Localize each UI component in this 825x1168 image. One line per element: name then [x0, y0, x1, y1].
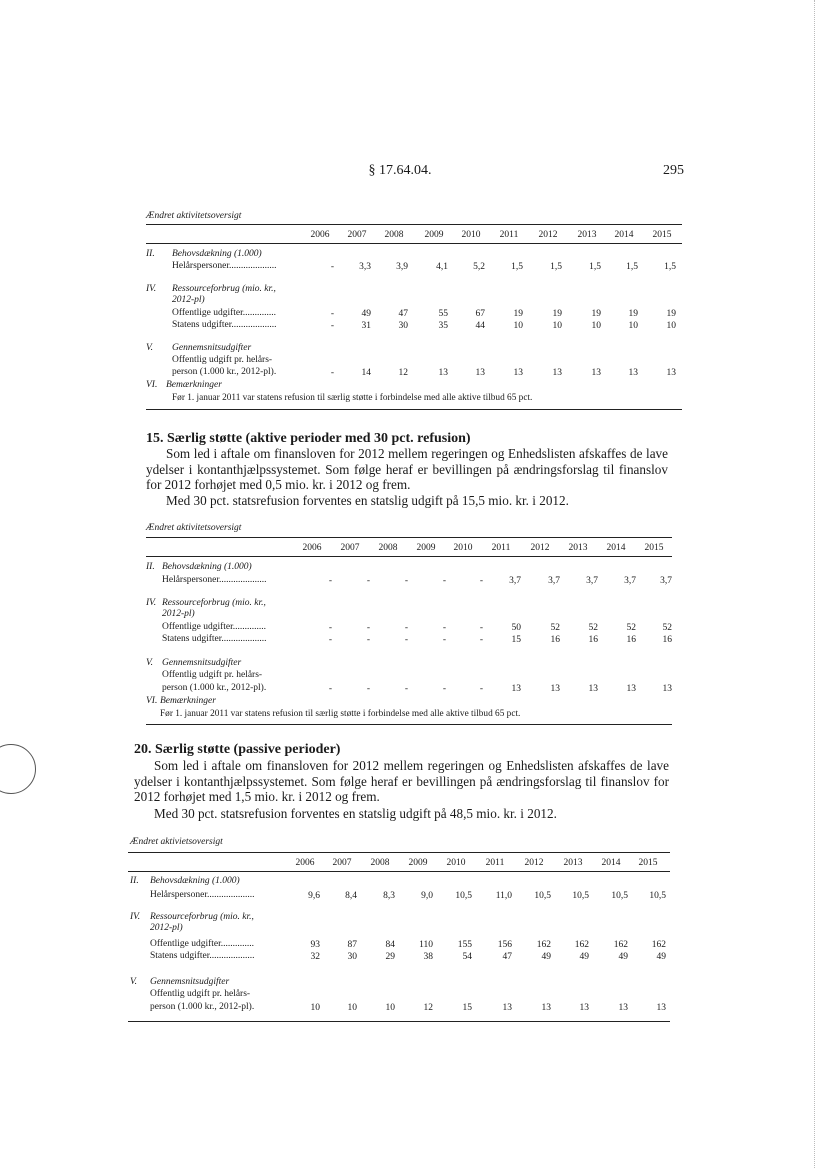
- group-number: VI.: [146, 380, 158, 390]
- value-cell: 9,0: [421, 891, 433, 901]
- value-cell: 162: [651, 940, 666, 950]
- value-cell: 3,7: [586, 576, 598, 586]
- group-title: Bemærkninger: [166, 380, 222, 390]
- punch-hole-mark: [0, 744, 36, 794]
- value-cell: 16: [588, 635, 598, 645]
- value-cell: 5,2: [473, 262, 485, 272]
- row-label: Offentlig udgift pr. helårs-: [162, 670, 263, 680]
- year-header: 2014: [601, 858, 621, 868]
- year-header-row: [0, 542, 825, 554]
- value-cell: 13: [591, 368, 601, 378]
- value-cell: 35: [438, 321, 448, 331]
- table-row: [0, 951, 825, 963]
- year-header: 2015: [652, 230, 672, 240]
- value-cell: -: [328, 684, 332, 694]
- year-header: 2010: [461, 230, 481, 240]
- header-rule: [146, 243, 682, 244]
- value-cell: 156: [497, 940, 512, 950]
- table-bottom-rule: [146, 724, 672, 725]
- table-row: [0, 308, 825, 320]
- row-label: person (1.000 kr., 2012-pl).: [162, 683, 267, 693]
- value-cell: -: [366, 576, 370, 586]
- table-top-rule: [128, 852, 670, 853]
- group-title: Behovsdækning (1.000): [172, 249, 262, 259]
- table-row: [0, 634, 825, 646]
- year-header: 2014: [614, 230, 634, 240]
- group-number: V.: [130, 977, 137, 987]
- table-caption: Ændret aktivietsoversigt: [130, 837, 223, 847]
- value-cell: 10: [666, 321, 676, 331]
- year-header: 2011: [499, 230, 519, 240]
- year-header-row: [0, 229, 825, 241]
- value-cell: 162: [613, 940, 628, 950]
- value-cell: 3,9: [396, 262, 408, 272]
- table-top-rule: [146, 224, 682, 225]
- value-cell: 12: [398, 368, 408, 378]
- value-cell: 3,7: [660, 576, 672, 586]
- row-label: Offentlige udgifter..............: [172, 308, 277, 318]
- group-number: V.: [146, 658, 153, 668]
- value-cell: 13: [588, 684, 598, 694]
- year-header: 2009: [424, 230, 444, 240]
- value-cell: 49: [618, 952, 628, 962]
- body-paragraph: [146, 446, 668, 493]
- group-number: VI.: [146, 696, 158, 706]
- value-cell: 15: [511, 635, 521, 645]
- group-subtitle: 2012-pl): [150, 923, 183, 933]
- table-row: [0, 890, 825, 902]
- value-cell: -: [366, 623, 370, 633]
- value-cell: 84: [385, 940, 395, 950]
- group-title: Gennemsnitsudgifter: [172, 343, 252, 353]
- group-subtitle: 2012-pl): [162, 609, 195, 619]
- value-cell: 10: [552, 321, 562, 331]
- value-cell: 10,5: [611, 891, 628, 901]
- year-header: 2006: [295, 858, 315, 868]
- value-cell: 13: [550, 684, 560, 694]
- value-cell: 38: [423, 952, 433, 962]
- value-cell: 10,5: [455, 891, 472, 901]
- value-cell: -: [328, 576, 332, 586]
- table-row: [0, 320, 825, 332]
- year-header: 2007: [340, 543, 360, 553]
- value-cell: 13: [666, 368, 676, 378]
- row-label: Helårspersoner....................: [150, 890, 255, 900]
- value-cell: 162: [574, 940, 589, 950]
- value-cell: 47: [398, 309, 408, 319]
- value-cell: -: [404, 576, 408, 586]
- value-cell: 15: [462, 1003, 472, 1013]
- value-cell: 13: [438, 368, 448, 378]
- value-cell: 67: [475, 309, 485, 319]
- value-cell: -: [442, 623, 446, 633]
- value-cell: -: [404, 623, 408, 633]
- value-cell: -: [328, 623, 332, 633]
- row-label: Helårspersoner....................: [162, 575, 267, 585]
- value-cell: 49: [541, 952, 551, 962]
- value-cell: -: [404, 684, 408, 694]
- group-title: Bemærkninger: [160, 696, 216, 706]
- value-cell: 13: [502, 1003, 512, 1013]
- value-cell: -: [479, 576, 483, 586]
- group-title: Behovsdækning (1.000): [162, 562, 252, 572]
- year-header: 2010: [446, 858, 466, 868]
- value-cell: 19: [628, 309, 638, 319]
- value-cell: -: [366, 684, 370, 694]
- year-header-row: [0, 857, 825, 869]
- group-number: IV.: [130, 912, 141, 922]
- year-header: 2013: [577, 230, 597, 240]
- value-cell: 30: [398, 321, 408, 331]
- year-header: 2013: [563, 858, 583, 868]
- table-remark: Før 1. januar 2011 var statens refusion til særlig støtte i forbindelse med alle aktive tilbud 65 pct.: [172, 393, 533, 403]
- group-number: IV.: [146, 598, 157, 608]
- row-label: Offentlige udgifter..............: [162, 622, 267, 632]
- year-header: 2011: [491, 543, 511, 553]
- year-header: 2006: [302, 543, 322, 553]
- paragraph-text: Med 30 pct. statsrefusion forventes en statslig udgift på 48,5 mio. kr. i 2012.: [154, 806, 557, 821]
- value-cell: 1,5: [589, 262, 601, 272]
- value-cell: 52: [662, 623, 672, 633]
- year-header: 2008: [384, 230, 404, 240]
- value-cell: -: [328, 635, 332, 645]
- value-cell: 10,5: [572, 891, 589, 901]
- value-cell: -: [479, 623, 483, 633]
- value-cell: 49: [361, 309, 371, 319]
- value-cell: 52: [626, 623, 636, 633]
- table-caption: Ændret aktivitetsoversigt: [146, 211, 242, 221]
- value-cell: -: [330, 309, 334, 319]
- row-label: Statens udgifter...................: [150, 951, 255, 961]
- value-cell: 31: [361, 321, 371, 331]
- year-header: 2013: [568, 543, 588, 553]
- body-paragraph: [134, 806, 669, 822]
- paragraph-text: Med 30 pct. statsrefusion forventes en statslig udgift på 15,5 mio. kr. i 2012.: [166, 493, 569, 508]
- value-cell: 13: [618, 1003, 628, 1013]
- value-cell: 16: [662, 635, 672, 645]
- section-heading: 15. Særlig støtte (aktive perioder med 30 pct. refusion): [146, 431, 471, 446]
- value-cell: 19: [513, 309, 523, 319]
- value-cell: 10: [347, 1003, 357, 1013]
- value-cell: 13: [475, 368, 485, 378]
- row-label: Statens udgifter...................: [162, 634, 267, 644]
- year-header: 2012: [524, 858, 544, 868]
- section-header: § 17.64.04.: [368, 163, 432, 178]
- value-cell: 19: [591, 309, 601, 319]
- value-cell: 13: [656, 1003, 666, 1013]
- value-cell: 13: [552, 368, 562, 378]
- value-cell: 44: [475, 321, 485, 331]
- value-cell: 10: [628, 321, 638, 331]
- value-cell: 13: [626, 684, 636, 694]
- value-cell: 47: [502, 952, 512, 962]
- value-cell: 50: [511, 623, 521, 633]
- value-cell: 155: [457, 940, 472, 950]
- group-title: Gennemsnitsudgifter: [150, 977, 230, 987]
- value-cell: -: [330, 262, 334, 272]
- value-cell: 10,5: [649, 891, 666, 901]
- table-row: [0, 939, 825, 951]
- value-cell: 110: [419, 940, 433, 950]
- value-cell: 93: [310, 940, 320, 950]
- table-row: [0, 367, 825, 379]
- value-cell: 16: [550, 635, 560, 645]
- value-cell: 4,1: [436, 262, 448, 272]
- row-label: Helårspersoner....................: [172, 261, 277, 271]
- value-cell: 3,7: [624, 576, 636, 586]
- value-cell: 3,7: [509, 576, 521, 586]
- value-cell: 32: [310, 952, 320, 962]
- group-number: II.: [130, 876, 139, 886]
- row-label: Statens udgifter...................: [172, 320, 277, 330]
- value-cell: 13: [541, 1003, 551, 1013]
- value-cell: 13: [628, 368, 638, 378]
- year-header: 2012: [530, 543, 550, 553]
- value-cell: 1,5: [626, 262, 638, 272]
- group-number: II.: [146, 249, 155, 259]
- table-row: [0, 261, 825, 273]
- value-cell: 3,7: [548, 576, 560, 586]
- value-cell: 9,6: [308, 891, 320, 901]
- group-number: V.: [146, 343, 153, 353]
- section-heading: 20. Særlig støtte (passive perioder): [134, 742, 341, 757]
- value-cell: 1,5: [664, 262, 676, 272]
- year-header: 2011: [485, 858, 505, 868]
- year-header: 2006: [310, 230, 330, 240]
- value-cell: -: [479, 684, 483, 694]
- table-row: [0, 683, 825, 695]
- value-cell: 162: [536, 940, 551, 950]
- value-cell: -: [330, 368, 334, 378]
- body-paragraph: [134, 758, 669, 805]
- table-top-rule: [146, 537, 672, 538]
- table-caption: Ændret aktivitetsoversigt: [146, 523, 242, 533]
- value-cell: 10: [513, 321, 523, 331]
- group-number: IV.: [146, 284, 157, 294]
- value-cell: 19: [552, 309, 562, 319]
- paragraph-text: Som led i aftale om finansloven for 2012 mellem regeringen og Enhedslisten afskaffes de lave ydelser i kontanthjælpssystemet. Som følge heraf er bevillingen på ændringsforslag til finanslov for 2012 forhøjet med 1,5 mio. kr. i 2012 og frem.: [134, 758, 669, 805]
- year-header: 2008: [378, 543, 398, 553]
- value-cell: 10: [591, 321, 601, 331]
- group-title: Gennemsnitsudgifter: [162, 658, 242, 668]
- value-cell: -: [404, 635, 408, 645]
- row-label: person (1.000 kr., 2012-pl).: [150, 1002, 255, 1012]
- value-cell: 54: [462, 952, 472, 962]
- table-row: [0, 622, 825, 634]
- table-row: [0, 1002, 825, 1014]
- value-cell: 49: [579, 952, 589, 962]
- value-cell: 13: [662, 684, 672, 694]
- body-paragraph: [146, 493, 668, 509]
- row-label: person (1.000 kr., 2012-pl).: [172, 367, 277, 377]
- group-title: Behovsdækning (1.000): [150, 876, 240, 886]
- value-cell: 12: [423, 1003, 433, 1013]
- value-cell: 10,5: [534, 891, 551, 901]
- value-cell: -: [330, 321, 334, 331]
- row-label: Offentlig udgift pr. helårs-: [172, 355, 273, 365]
- value-cell: -: [442, 684, 446, 694]
- value-cell: 13: [513, 368, 523, 378]
- value-cell: -: [442, 635, 446, 645]
- value-cell: -: [479, 635, 483, 645]
- value-cell: 11,0: [495, 891, 512, 901]
- value-cell: 52: [588, 623, 598, 633]
- year-header: 2008: [370, 858, 390, 868]
- group-title: Ressourceforbrug (mio. kr.,: [162, 598, 266, 608]
- group-title: Ressourceforbrug (mio. kr.,: [172, 284, 276, 294]
- value-cell: 87: [347, 940, 357, 950]
- year-header: 2015: [638, 858, 658, 868]
- table-bottom-rule: [128, 1021, 670, 1022]
- value-cell: -: [442, 576, 446, 586]
- value-cell: 10: [385, 1003, 395, 1013]
- value-cell: 19: [666, 309, 676, 319]
- group-title: Ressourceforbrug (mio. kr.,: [150, 912, 254, 922]
- group-subtitle: 2012-pl): [172, 295, 205, 305]
- value-cell: 8,4: [345, 891, 357, 901]
- table-row: [0, 575, 825, 587]
- value-cell: 29: [385, 952, 395, 962]
- value-cell: 3,3: [359, 262, 371, 272]
- year-header: 2009: [408, 858, 428, 868]
- paragraph-text: Som led i aftale om finansloven for 2012 mellem regeringen og Enhedslisten afskaffes de lave ydelser i kontanthjælpssystemet. Som følge heraf er bevillingen på ændringsforslag til finanslov for 2012 forhøjet med 0,5 mio. kr. i 2012 og frem.: [146, 446, 668, 493]
- value-cell: 52: [550, 623, 560, 633]
- row-label: Offentlige udgifter..............: [150, 939, 255, 949]
- value-cell: 1,5: [511, 262, 523, 272]
- year-header: 2007: [332, 858, 352, 868]
- value-cell: 16: [626, 635, 636, 645]
- value-cell: 55: [438, 309, 448, 319]
- value-cell: 13: [579, 1003, 589, 1013]
- year-header: 2012: [538, 230, 558, 240]
- value-cell: 13: [511, 684, 521, 694]
- year-header: 2014: [606, 543, 626, 553]
- year-header: 2010: [453, 543, 473, 553]
- header-rule: [146, 556, 672, 557]
- group-number: II.: [146, 562, 155, 572]
- year-header: 2007: [347, 230, 367, 240]
- table-remark: Før 1. januar 2011 var statens refusion til særlig støtte i forbindelse med alle aktive tilbud 65 pct.: [160, 709, 521, 719]
- table-bottom-rule: [146, 409, 682, 410]
- value-cell: 1,5: [550, 262, 562, 272]
- value-cell: 14: [361, 368, 371, 378]
- year-header: 2009: [416, 543, 436, 553]
- page-number: 295: [663, 163, 684, 178]
- year-header: 2015: [644, 543, 664, 553]
- value-cell: 8,3: [383, 891, 395, 901]
- value-cell: 30: [347, 952, 357, 962]
- value-cell: -: [366, 635, 370, 645]
- row-label: Offentlig udgift pr. helårs-: [150, 989, 251, 999]
- header-rule: [128, 871, 670, 872]
- value-cell: 10: [310, 1003, 320, 1013]
- value-cell: 49: [656, 952, 666, 962]
